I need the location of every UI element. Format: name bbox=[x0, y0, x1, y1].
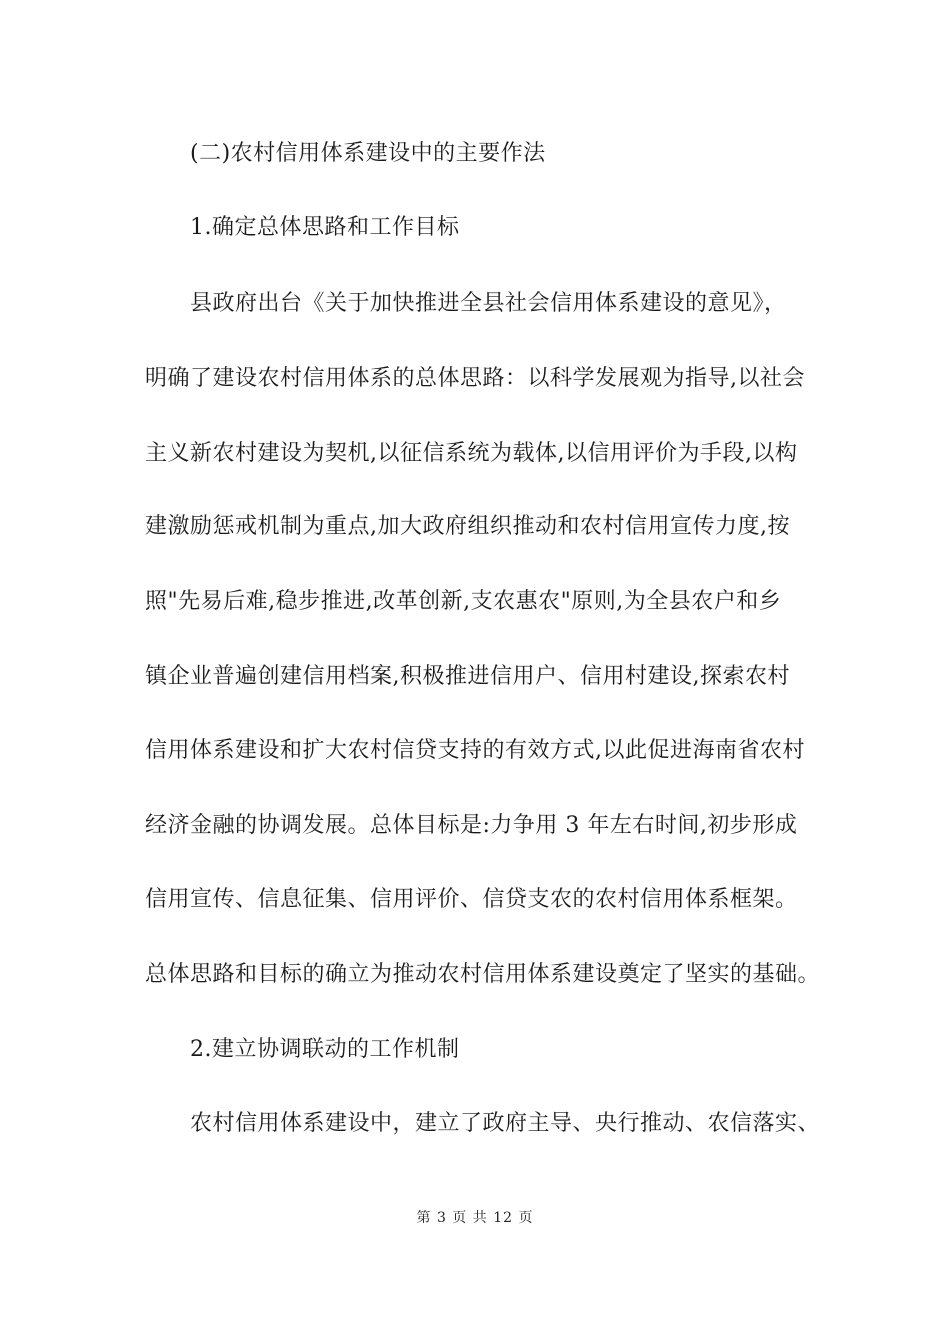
paragraph-1-line: 县政府出台《关于加快推进全县社会信用体系建设的意见》， bbox=[190, 291, 787, 316]
paragraph-1-line: 信用宣传、信息征集、信用评价、信贷支农的农村信用体系框架。 bbox=[145, 887, 798, 912]
page-number-footer: 第 3 页 共 12 页 bbox=[416, 1210, 534, 1226]
paragraph-1-line: 照"先易后难,稳步推进,改革创新,支农惠农"原则,为全县农户和乡 bbox=[145, 589, 782, 614]
paragraph-1-line: 经济金融的协调发展。总体目标是:力争用 3 年左右时间,初步形成 bbox=[145, 813, 798, 838]
paragraph-1-line: 镇企业普遍创建信用档案,积极推进信用户、信用村建设,探索农村 bbox=[145, 664, 790, 689]
paragraph-2-line: 农村信用体系建设中，建立了政府主导、央行推动、农信落实、 bbox=[190, 1111, 821, 1136]
paragraph-1-line: 建激励惩戒机制为重点,加大政府组织推动和农村信用宣传力度,按 bbox=[145, 514, 790, 539]
subheading-1: 1.确定总体思路和工作目标 bbox=[190, 215, 460, 240]
paragraph-1-line: 信用体系建设和扩大农村信贷支持的有效方式,以此促进海南省农村 bbox=[145, 738, 805, 763]
paragraph-1-line: 主义新农村建设为契机,以征信系统为载体,以信用评价为手段,以构 bbox=[145, 441, 798, 466]
subheading-2: 2.建立协调联动的工作机制 bbox=[190, 1037, 460, 1062]
paragraph-1-line: 总体思路和目标的确立为推动农村信用体系建设奠定了坚实的基础。 bbox=[145, 962, 821, 987]
section-heading: (二)农村信用体系建设中的主要作法 bbox=[190, 141, 546, 166]
paragraph-1-line: 明确了建设农村信用体系的总体思路：以科学发展观为指导,以社会 bbox=[145, 366, 805, 391]
